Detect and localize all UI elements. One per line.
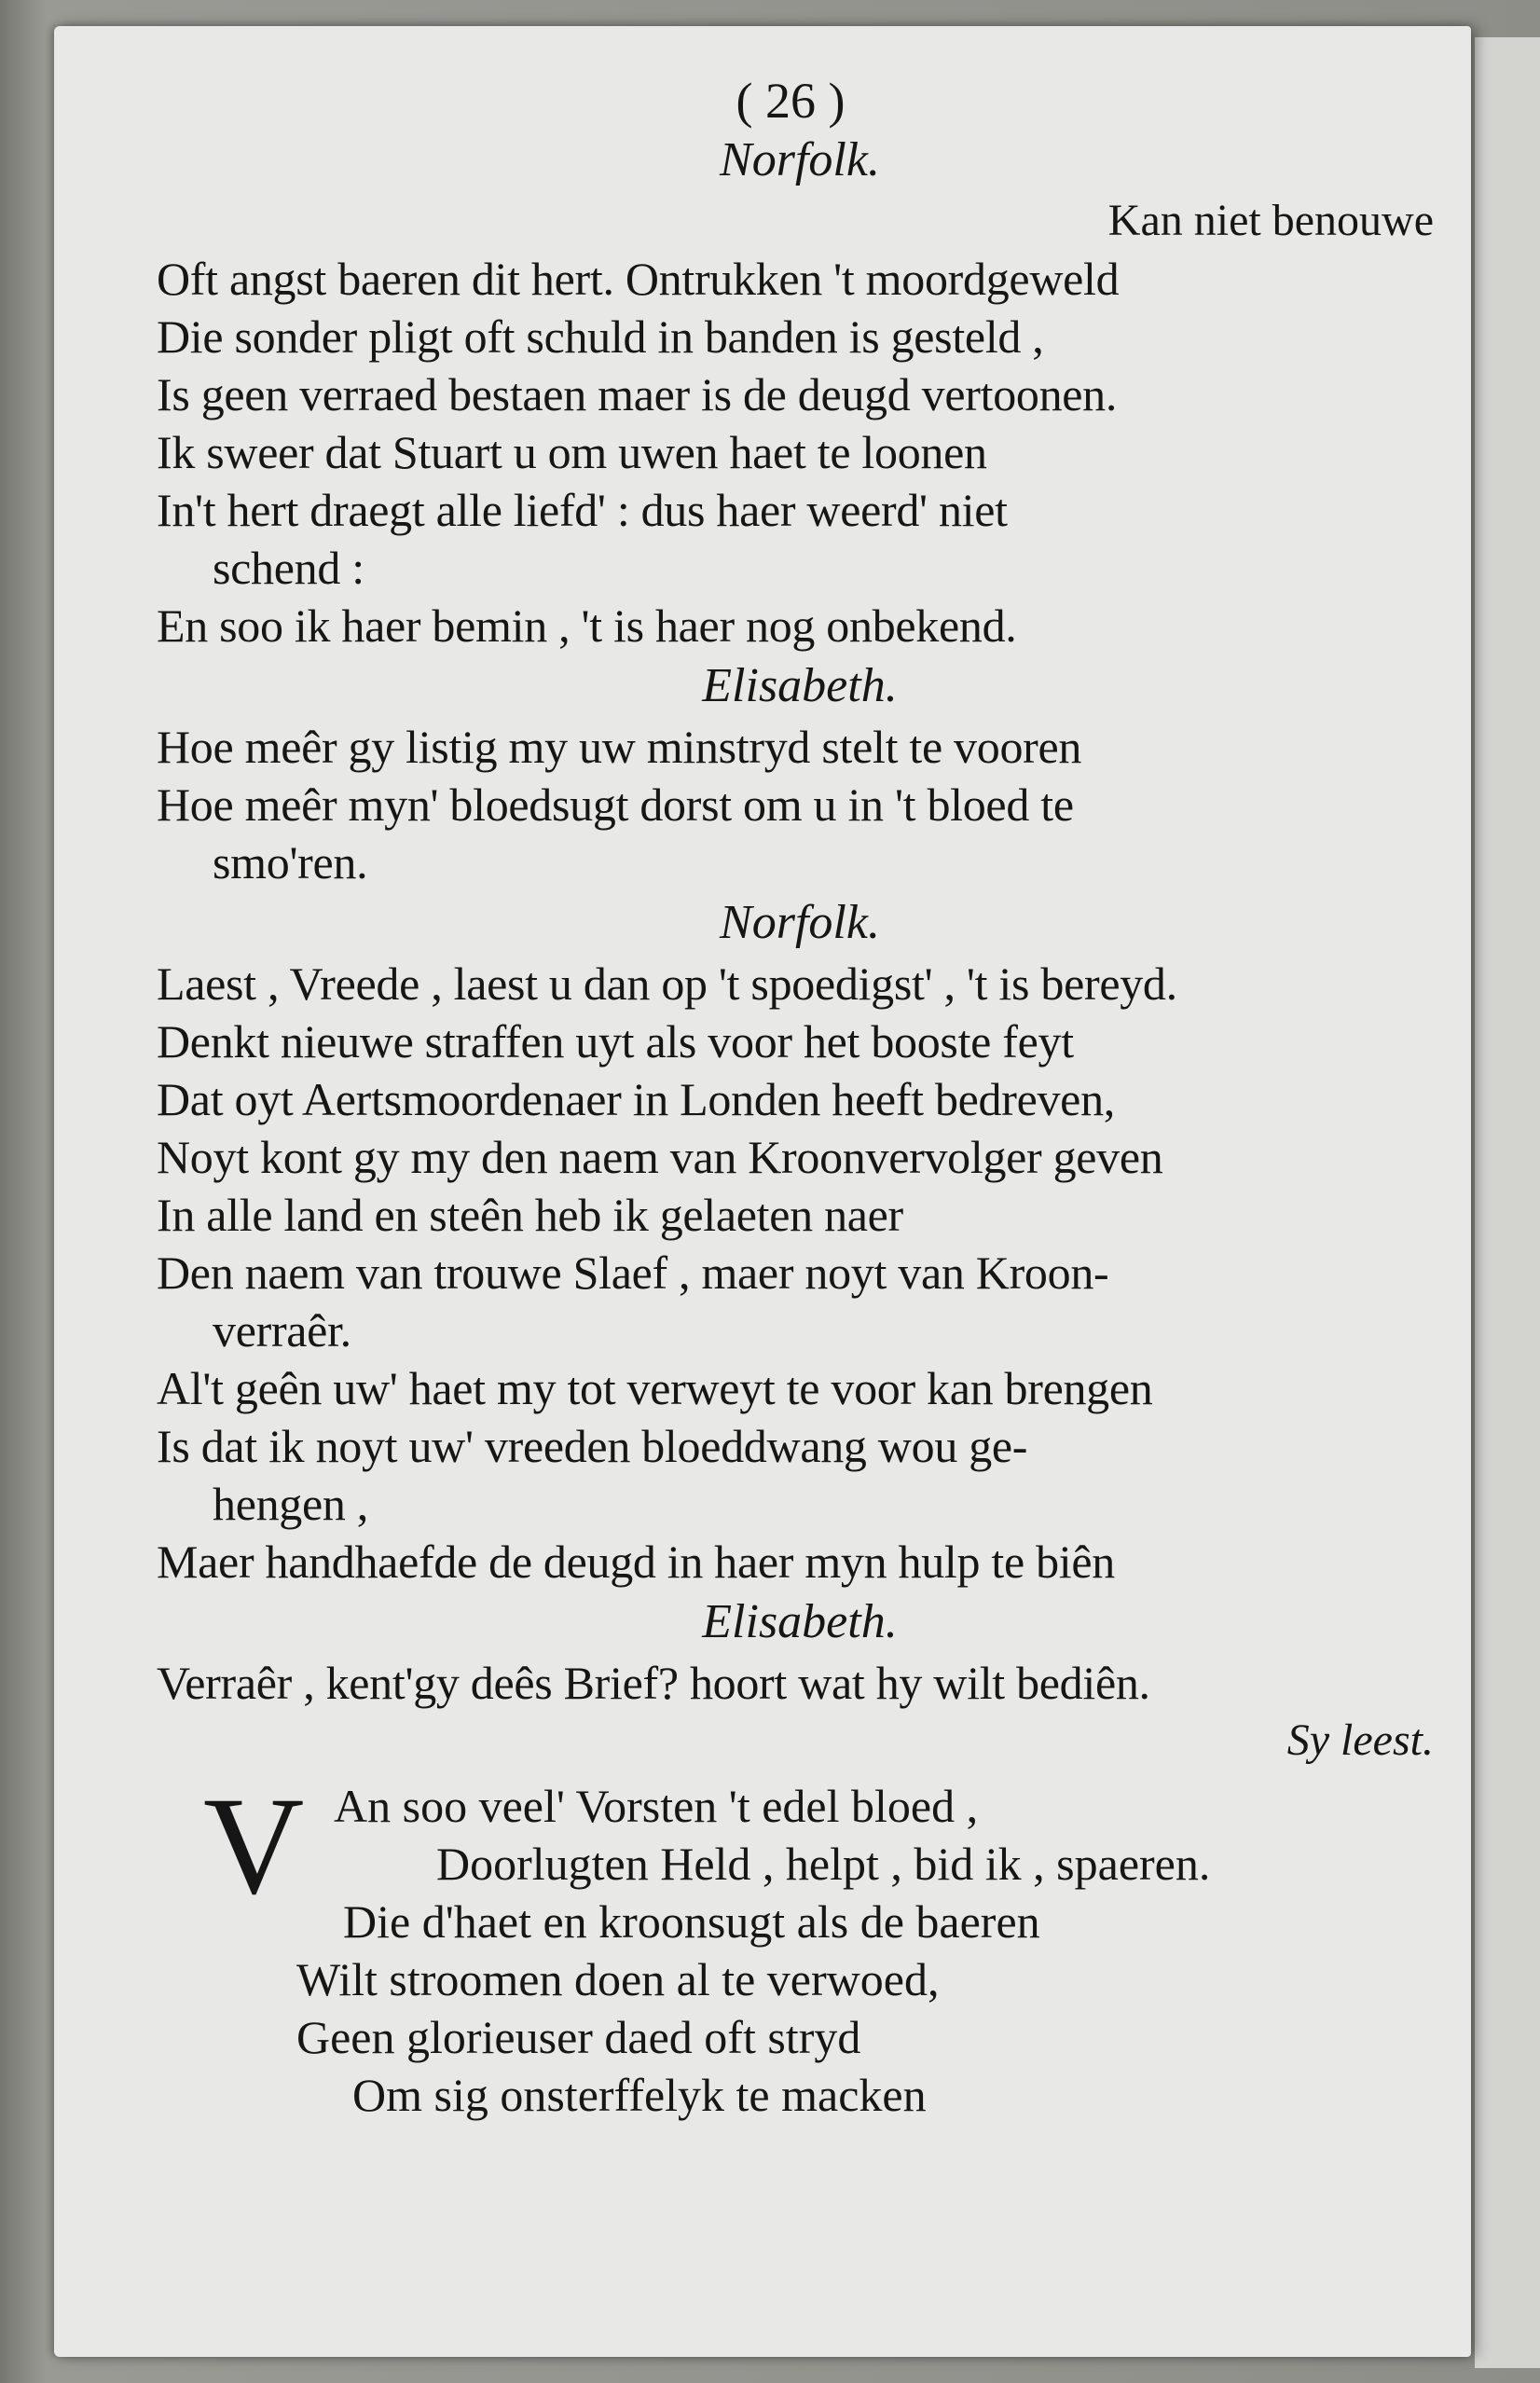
verse-line: Al't geên uw' haet my tot verweyt te voor kan brengen (157, 1362, 1153, 1414)
verse-line: Hoe meêr myn' bloedsugt dorst om u in 't bloed te (157, 778, 1074, 831)
stage-direction: Sy leest. (1286, 1715, 1434, 1765)
letter-text (157, 1769, 1443, 2124)
speaker-heading: Elisabeth. (702, 659, 898, 712)
verse-line: Maer handhaefde de deugd in haer myn hulp te biên (157, 1536, 1115, 1588)
verse-line: Den naem van trouwe Slaef , maer noyt van Kroon- (157, 1247, 1109, 1299)
letter-line: Die d'haet en kroonsugt als de baeren (343, 1895, 1040, 1948)
verse-line: In alle land en steên heb ik gelaeten naer (157, 1189, 903, 1241)
verse-line: Denkt nieuwe straffen uyt als voor het booste feyt (157, 1015, 1074, 1068)
adjacent-page-edge (1475, 37, 1540, 2368)
verse-line-continuation: verraêr. (213, 1304, 351, 1357)
speaker-heading: Elisabeth. (702, 1595, 898, 1648)
verse-line-continuation: smo'ren. (213, 836, 368, 888)
verse-line: Verraêr , kent'gy deês Brief? hoort wat hy wilt bediên. (157, 1657, 1150, 1709)
verse-line: En soo ik haer bemin , 't is haer nog onbekend. (157, 599, 1017, 652)
drop-cap: V (203, 1769, 305, 1923)
letter-line: Wilt stroomen doen al te verwoed, (296, 1953, 940, 2005)
verse-line: Noyt kont gy my den naem van Kroonvervolger geven (157, 1131, 1163, 1183)
verse-line: Oft angst baeren dit hert. Ontrukken 't moordgeweld (157, 253, 1120, 305)
speaker-heading: Norfolk. (720, 133, 880, 186)
letter-line: An soo veel' Vorsten 't edel bloed , (334, 1780, 979, 1832)
catchword-line: Kan niet benouwe (1107, 196, 1434, 245)
page-number: ( 26 ) (736, 73, 846, 129)
verse-line: Is geen verraed bestaen maer is de deugd vertoonen. (157, 368, 1118, 420)
letter-line: Geen glorieuser daed oft stryd (296, 2011, 861, 2063)
verse-line: Dat oyt Aertsmoordenaer in Londen heeft bedreven, (157, 1073, 1115, 1125)
letter-line: Om sig onsterffelyk te macken (352, 2069, 927, 2121)
speaker-heading: Norfolk. (720, 896, 880, 949)
verse-line: In't hert draegt alle liefd' : dus haer weerd' niet (157, 484, 1008, 536)
letter-line: Doorlugten Held , helpt , bid ik , spaeren. (436, 1838, 1211, 1890)
verse-line: Laest , Vreede , laest u dan op 't spoedigst' , 't is bereyd. (157, 957, 1177, 1010)
page-text (157, 73, 1443, 2124)
verse-line: Hoe meêr gy listig my uw minstryd stelt te vooren (157, 721, 1082, 773)
verse-line: Ik sweer dat Stuart u om uwen haet te loonen (157, 426, 987, 478)
book-page (54, 26, 1471, 2357)
verse-line: Die sonder pligt oft schuld in banden is gesteld , (157, 310, 1044, 363)
verse-line-continuation: schend : (213, 542, 364, 594)
verse-line: Is dat ik noyt uw' vreeden bloeddwang wou ge- (157, 1420, 1028, 1472)
verse-line-continuation: hengen , (213, 1478, 368, 1530)
